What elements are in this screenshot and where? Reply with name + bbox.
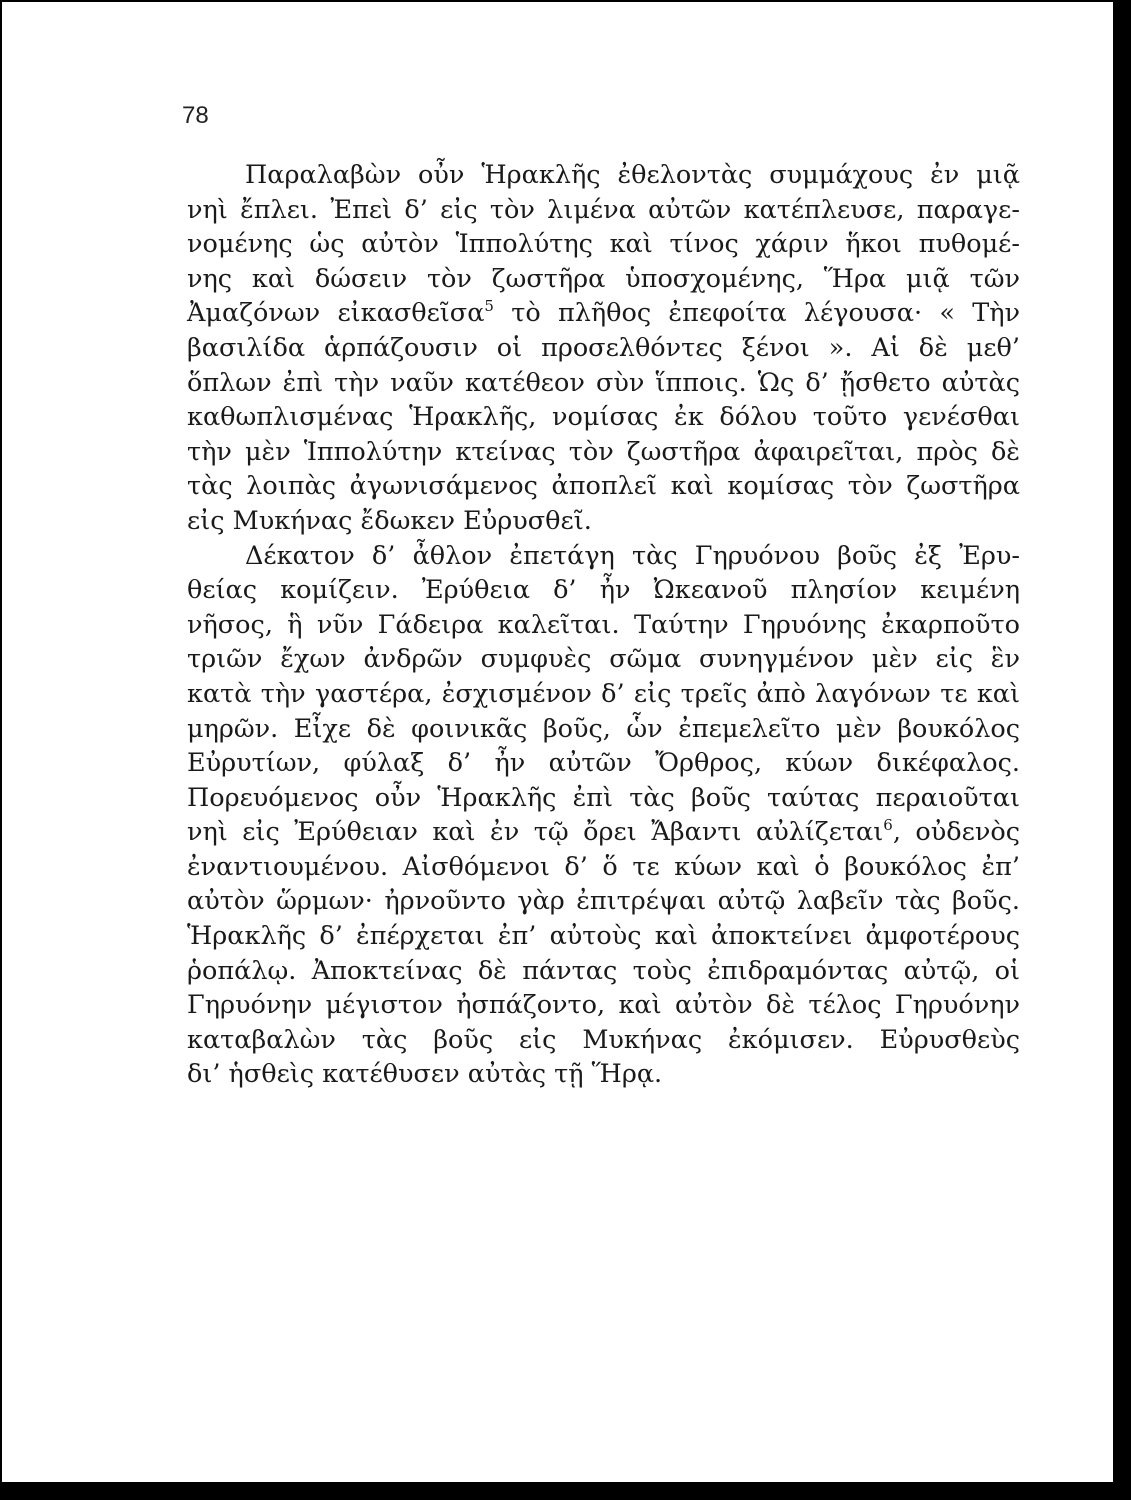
paragraph-1: [187, 158, 1020, 539]
text-line: [187, 815, 1020, 850]
text-line: νομένης ὡς αὐτὸν Ἱππολύτης καὶ τίνος χάριν ἥκοι πυθομέ-: [187, 229, 1020, 260]
text-line: Δέκατον δ’ ἆθλον ἐπετάγη τὰς Γηρυόνου βοῦς ἐξ Ἐρυ-: [245, 540, 1020, 571]
text-line: καταβαλὼν τὰς βοῦς εἰς Μυκήνας ἐκόμισεν. Εὐρυσθεὺς: [187, 1024, 1020, 1055]
text-line: Ἡρακλῆς δ’ ἐπέρχεται ἐπ’ αὐτοὺς καὶ ἀποκτείνει ἀμφοτέρους: [187, 921, 1020, 952]
text-line: Εὐρυτίων, φύλαξ δ’ ἦν αὐτῶν Ὄρθρος, κύων δικέφαλος.: [187, 748, 1020, 779]
text-line: θείας κομίζειν. Ἐρύθεια δ’ ἦν Ὠκεανοῦ πλησίον κειμένη: [187, 575, 1020, 606]
text-line: νης καὶ δώσειν τὸν ζωστῆρα ὑποσχομένης, Ἥρα μιᾷ τῶν: [187, 263, 1020, 294]
text-line: καθωπλισμένας Ἡρακλῆς, νομίσας ἐκ δόλου τοῦτο γενέσθαι: [187, 402, 1020, 433]
text-fragment: νηὶ εἰς Ἐρύθειαν καὶ ἐν τῷ ὄρει Ἄβαντι αὐλίζεται: [187, 817, 884, 848]
text-line: ῥοπάλῳ. Ἀποκτείνας δὲ πάντας τοὺς ἐπιδραμόντας αὐτῷ, οἱ: [187, 955, 1020, 986]
text-fragment: , οὐδενὸς: [892, 817, 1020, 848]
text-fragment: τὸ πλῆθος ἐπεφοίτα λέγουσα· « Τὴν: [511, 298, 1021, 329]
text-line: τὴν μὲν Ἱππολύτην κτείνας τὸν ζωστῆρα ἀφαιρεῖται, πρὸς δὲ: [187, 436, 1020, 467]
text-line: ἐναντιουμένου. Αἰσθόμενοι δ’ ὅ τε κύων καὶ ὁ βουκόλος ἐπ’: [187, 851, 1020, 882]
text-line: τὰς λοιπὰς ἀγωνισάμενος ἀποπλεῖ καὶ κομίσας τὸν ζωστῆρα: [187, 471, 1020, 502]
text-line: μηρῶν. Εἶχε δὲ φοινικᾶς βοῦς, ὧν ἐπεμελεῖτο μὲν βουκόλος: [187, 713, 1020, 744]
text-line: βασιλίδα ἁρπάζουσιν οἱ προσελθόντες ξένοι ». Αἱ δὲ μεθ’: [187, 332, 1020, 363]
text-line: νηὶ ἔπλει. Ἐπεὶ δ’ εἰς τὸν λιμένα αὐτῶν κατέπλευσε, παραγε-: [187, 194, 1020, 225]
text-line: αὐτὸν ὥρμων· ἠρνοῦντο γὰρ ἐπιτρέψαι αὐτῷ λαβεῖν τὰς βοῦς.: [187, 886, 1020, 917]
footnote-marker: 6: [883, 816, 893, 835]
text-line: δι’ ἡσθεὶς κατέθυσεν αὐτὰς τῇ Ἥρᾳ.: [187, 1059, 663, 1090]
text-line: Πορευόμενος οὖν Ἡρακλῆς ἐπὶ τὰς βοῦς ταύτας περαιοῦται: [187, 782, 1020, 813]
text-line: ὅπλων ἐπὶ τὴν ναῦν κατέθεον σὺν ἵπποις. Ὡς δ’ ᾔσθετο αὐτὰς: [187, 367, 1020, 398]
footnote-marker: 5: [484, 297, 494, 316]
page-number: 78: [182, 102, 209, 129]
paragraph-2: [187, 539, 1020, 1093]
text-line: Παραλαβὼν οὖν Ἡρακλῆς ἐθελοντὰς συμμάχους ἐν μιᾷ: [245, 160, 1020, 190]
text-line: κατὰ τὴν γαστέρα, ἐσχισμένον δ’ εἰς τρεῖς ἀπὸ λαγόνων τε καὶ: [187, 678, 1020, 709]
text-line: νῆσος, ἣ νῦν Γάδειρα καλεῖται. Ταύτην Γηρυόνης ἐκαρποῦτο: [187, 609, 1020, 640]
book-page: [2, 2, 1113, 1482]
text-line: εἰς Μυκήνας ἔδωκεν Εὐρυσθεῖ.: [187, 505, 592, 536]
body-text: [187, 158, 1020, 1092]
text-line: Γηρυόνην μέγιστον ἠσπάζοντο, καὶ αὐτὸν δὲ τέλος Γηρυόνην: [187, 990, 1020, 1021]
text-fragment: Ἀμαζόνων εἰκασθεῖσα: [187, 298, 485, 329]
text-line: [187, 296, 1020, 331]
text-line: τριῶν ἔχων ἀνδρῶν συμφυὲς σῶμα συνηγμένον μὲν εἰς ἓν: [187, 644, 1020, 675]
